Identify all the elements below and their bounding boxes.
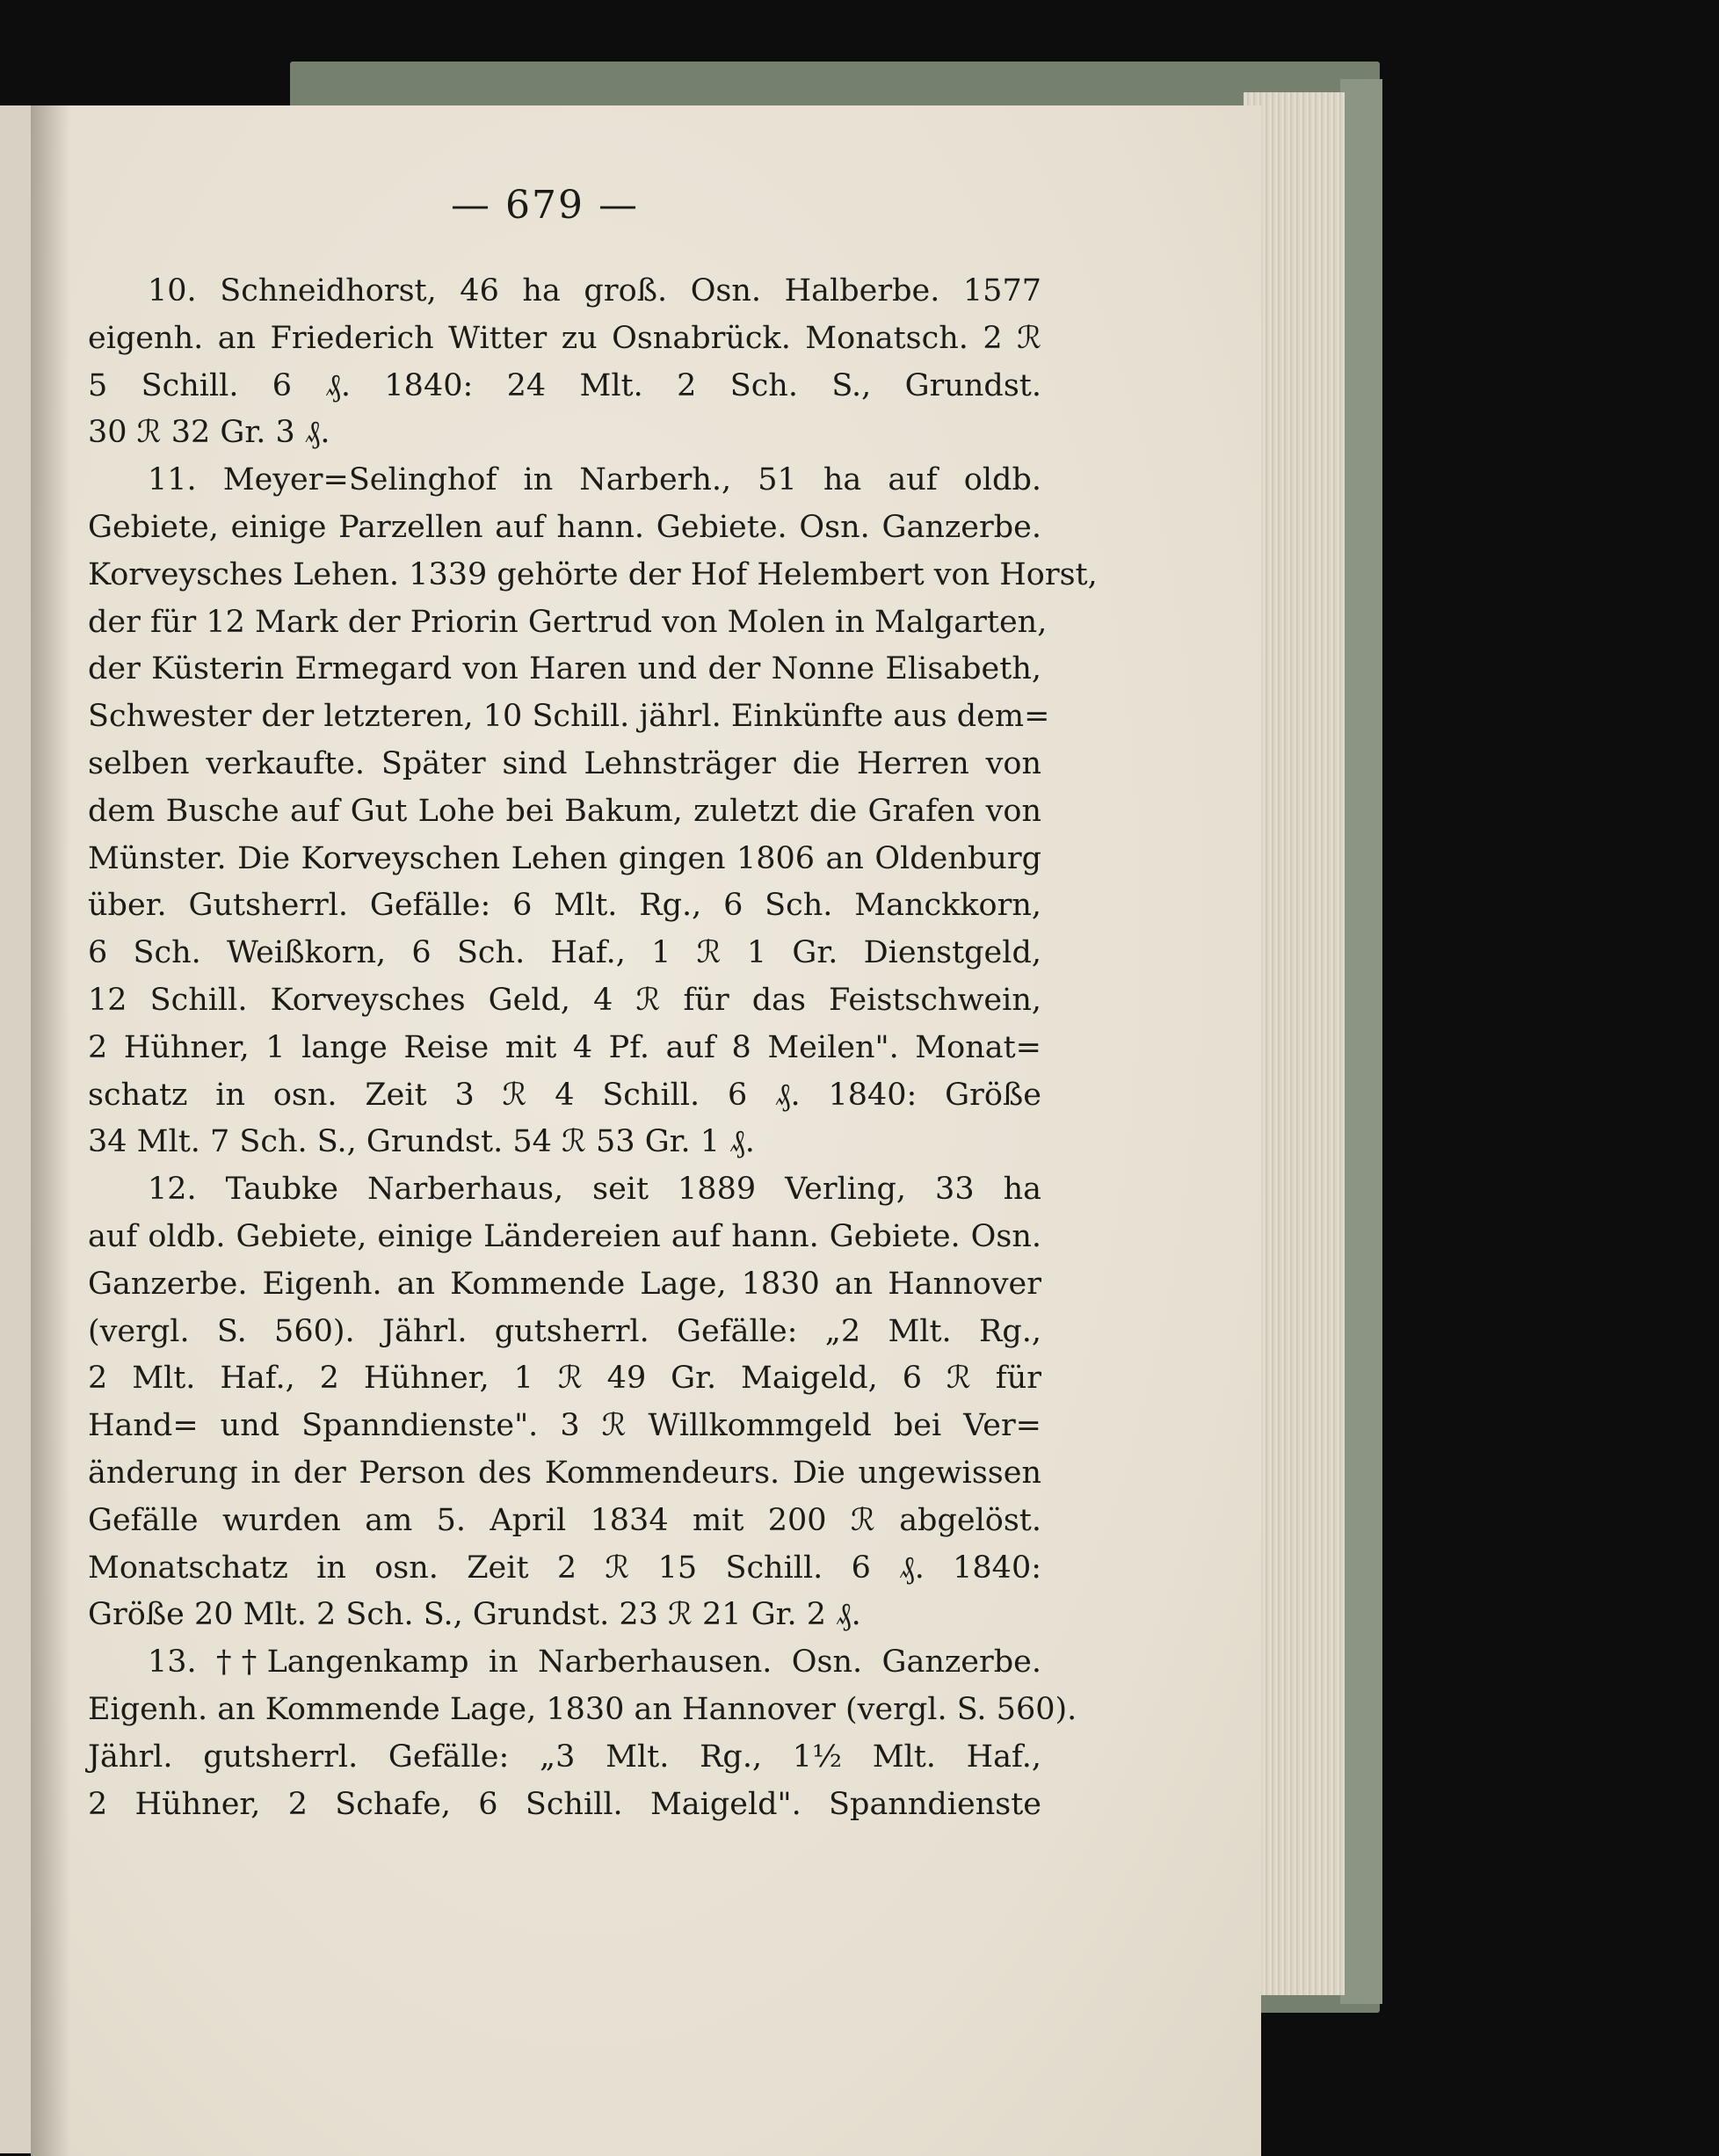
text-line: Größe 20 Mlt. 2 Sch. S., Grundst. 23 ℛ 21 Gr. 2 ₰. [88,1597,861,1633]
page-number: — 679 — [451,183,639,228]
text-line: Hand= und Spanndienste". 3 ℛ Willkommgeld bei Ver= [88,1408,1041,1444]
text-line: Monatschatz in osn. Zeit 2 ℛ 15 Schill. 6 ₰. 1840: [88,1550,1041,1586]
text-line: 13. ††Langenkamp in Narberhausen. Osn. Ganzerbe. [148,1644,1041,1681]
text-line: 30 ℛ 32 Gr. 3 ₰. [88,415,330,451]
text-line: über. Gutsherrl. Gefälle: 6 Mlt. Rg., 6 Sch. Manckkorn, [88,888,1041,924]
text-line: 12 Schill. Korveysches Geld, 4 ℛ für das Feistschwein, [88,982,1041,1018]
cover-edge [1340,79,1382,2004]
text-line: 2 Mlt. Haf., 2 Hühner, 1 ℛ 49 Gr. Maigeld, 6 ℛ für [88,1361,1041,1397]
left-facing-page [0,105,35,2153]
text-line: der für 12 Mark der Priorin Gertrud von Molen in Malgarten, [88,604,1048,640]
text-line: Eigenh. an Kommende Lage, 1830 an Hannover (vergl. S. 560). [88,1691,1077,1727]
text-line: schatz in osn. Zeit 3 ℛ 4 Schill. 6 ₰. 1840: Größe [88,1077,1041,1113]
text-line: Gefälle wurden am 5. April 1834 mit 200 ℛ abgelöst. [88,1502,1041,1538]
text-line: 12. Taubke Narberhaus, seit 1889 Verling, 33 ha [148,1172,1041,1208]
text-line: Schwester der letzteren, 10 Schill. jährl. Einkünfte aus dem= [88,699,1050,735]
text-line: 5 Schill. 6 ₰. 1840: 24 Mlt. 2 Sch. S., Grundst. [88,367,1041,403]
text-line: 34 Mlt. 7 Sch. S., Grundst. 54 ℛ 53 Gr. 1 ₰. [88,1124,755,1160]
text-line: Gebiete, einige Parzellen auf hann. Gebiete. Osn. Ganzerbe. [88,509,1041,545]
text-line: der Küsterin Ermegard von Haren und der Nonne Elisabeth, [88,651,1041,687]
text-line: 11. Meyer=Selinghof in Narberh., 51 ha auf oldb. [148,462,1041,498]
text-line: dem Busche auf Gut Lohe bei Bakum, zuletzt die Grafen von [88,793,1041,829]
text-line: 2 Hühner, 1 lange Reise mit 4 Pf. auf 8 Meilen". Monat= [88,1029,1041,1065]
text-line: Ganzerbe. Eigenh. an Kommende Lage, 1830 an Hannover [88,1266,1041,1302]
text-line: Korveysches Lehen. 1339 gehörte der Hof Helembert von Horst, [88,556,1098,592]
text-line: 6 Sch. Weißkorn, 6 Sch. Haf., 1 ℛ 1 Gr. Dienstgeld, [88,935,1041,971]
text-line: auf oldb. Gebiete, einige Ländereien auf hann. Gebiete. Osn. [88,1218,1041,1254]
text-line: selben verkaufte. Später sind Lehnsträger die Herren von [88,745,1041,781]
text-line: Münster. Die Korveyschen Lehen gingen 1806 an Oldenburg [88,840,1041,876]
page-text [88,268,1098,1828]
text-line: eigenh. an Friederich Witter zu Osnabrück. Monatsch. 2 ℛ [88,320,1041,356]
text-line: Jährl. gutsherrl. Gefälle: „3 Mlt. Rg., 1½ Mlt. Haf., [88,1739,1041,1775]
text-line: änderung in der Person des Kommendeurs. Die ungewissen [88,1455,1041,1491]
gutter-shadow [31,105,70,2156]
text-line: (vergl. S. 560). Jährl. gutsherrl. Gefälle: „2 Mlt. Rg., [88,1313,1041,1349]
text-line: 2 Hühner, 2 Schafe, 6 Schill. Maigeld". Spanndienste [88,1786,1041,1822]
text-line: 10. Schneidhorst, 46 ha groß. Osn. Halberbe. 1577 [148,273,1041,309]
